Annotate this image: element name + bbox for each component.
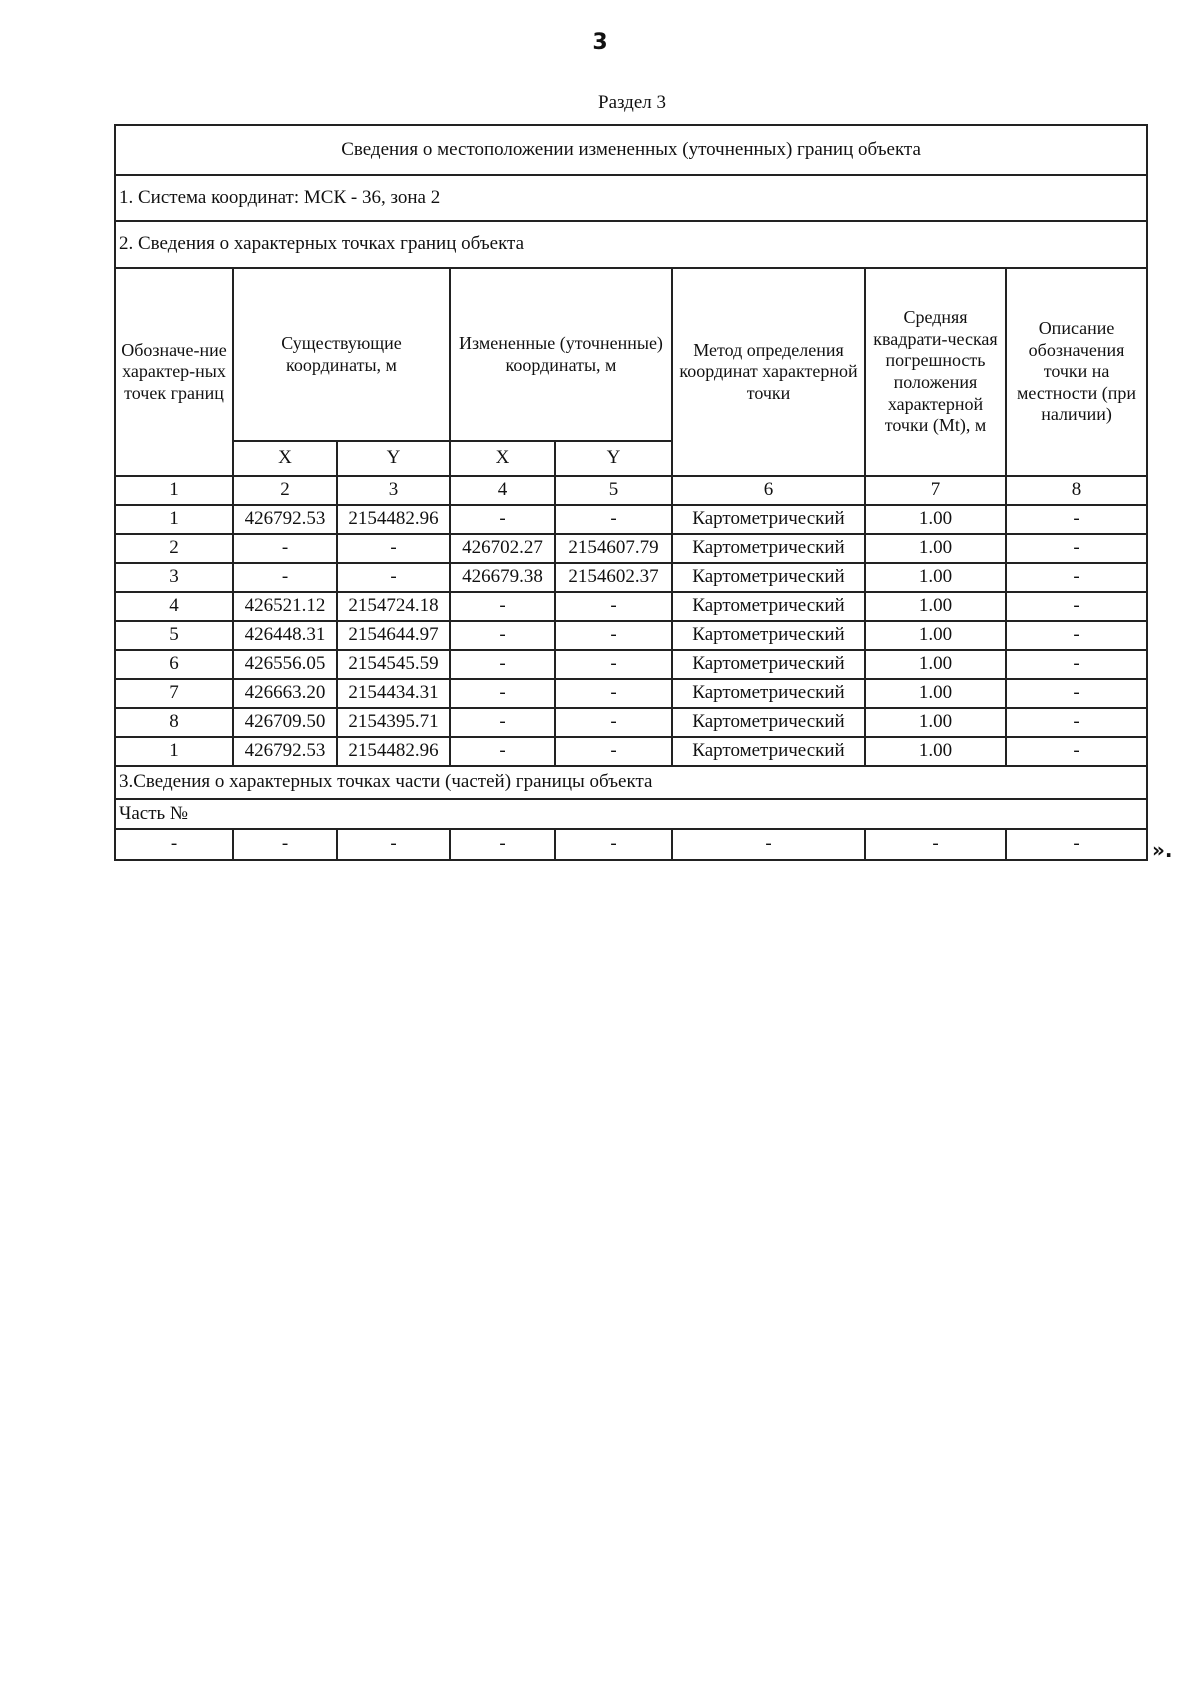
table-title: Сведения о местоположении измененных (уточненных) границ объекта: [115, 125, 1147, 175]
method: Картометрический: [672, 563, 865, 592]
changed-x: -: [450, 592, 555, 621]
column-number: 3: [337, 476, 450, 505]
changed-y: 2154602.37: [555, 563, 672, 592]
column-number: 1: [115, 476, 233, 505]
description: -: [1006, 505, 1147, 534]
part-number-label: Часть №: [115, 799, 1147, 829]
table-row: [115, 621, 1147, 650]
method: Картометрический: [672, 679, 865, 708]
header-description: Описание обозначения точки на местности (при наличии): [1006, 268, 1147, 476]
accuracy: 1.00: [865, 592, 1006, 621]
table-row: [115, 708, 1147, 737]
table-row: [115, 737, 1147, 766]
table-row: [115, 563, 1147, 592]
existing-y: 2154724.18: [337, 592, 450, 621]
column-header-row: [115, 268, 1147, 441]
existing-y: -: [337, 534, 450, 563]
existing-x: -: [233, 534, 337, 563]
accuracy: 1.00: [865, 650, 1006, 679]
empty-cell: -: [672, 829, 865, 860]
accuracy: 1.00: [865, 563, 1006, 592]
changed-x: -: [450, 737, 555, 766]
description: -: [1006, 737, 1147, 766]
points-header: 2. Сведения о характерных точках границ объекта: [115, 221, 1147, 268]
changed-y: -: [555, 650, 672, 679]
changed-x: -: [450, 650, 555, 679]
existing-y: 2154482.96: [337, 737, 450, 766]
page-number: 3: [592, 30, 608, 55]
table-row: [115, 592, 1147, 621]
column-number: 6: [672, 476, 865, 505]
existing-y: 2154545.59: [337, 650, 450, 679]
point-number: 5: [115, 621, 233, 650]
point-number: 4: [115, 592, 233, 621]
empty-cell: -: [1006, 829, 1147, 860]
point-number: 8: [115, 708, 233, 737]
point-number: 6: [115, 650, 233, 679]
header-existing-y: Y: [337, 441, 450, 476]
method: Картометрический: [672, 592, 865, 621]
description: -: [1006, 708, 1147, 737]
existing-x: 426448.31: [233, 621, 337, 650]
point-number: 2: [115, 534, 233, 563]
method: Картометрический: [672, 708, 865, 737]
description: -: [1006, 592, 1147, 621]
changed-x: 426702.27: [450, 534, 555, 563]
changed-y: -: [555, 621, 672, 650]
changed-y: -: [555, 708, 672, 737]
existing-x: 426663.20: [233, 679, 337, 708]
existing-y: 2154644.97: [337, 621, 450, 650]
existing-y: -: [337, 563, 450, 592]
column-number-row: [115, 476, 1147, 505]
table-row: [115, 505, 1147, 534]
method: Картометрический: [672, 621, 865, 650]
changed-x: -: [450, 505, 555, 534]
table-title-row: [115, 125, 1147, 175]
header-accuracy: Средняя квадрати-ческая погрешность положения характерной точки (Mt), м: [865, 268, 1006, 476]
changed-x: -: [450, 621, 555, 650]
coordinate-system-row: [115, 175, 1147, 221]
method: Картометрический: [672, 534, 865, 563]
point-number: 3: [115, 563, 233, 592]
header-method: Метод определения координат характерной точки: [672, 268, 865, 476]
changed-y: -: [555, 679, 672, 708]
column-number: 2: [233, 476, 337, 505]
empty-cell: -: [337, 829, 450, 860]
table-row: [115, 650, 1147, 679]
closing-quote-mark: ».: [1152, 838, 1173, 862]
empty-cell: -: [450, 829, 555, 860]
header-designation: Обозначе-ние характер-ных точек границ: [115, 268, 233, 476]
table-row: [115, 829, 1147, 860]
existing-y: 2154395.71: [337, 708, 450, 737]
changed-x: -: [450, 708, 555, 737]
changed-y: 2154607.79: [555, 534, 672, 563]
points-header-row: [115, 221, 1147, 268]
description: -: [1006, 534, 1147, 563]
header-existing-coords: Существующие координаты, м: [233, 268, 450, 441]
changed-x: -: [450, 679, 555, 708]
header-existing-x: X: [233, 441, 337, 476]
empty-cell: -: [865, 829, 1006, 860]
existing-x: 426792.53: [233, 737, 337, 766]
description: -: [1006, 563, 1147, 592]
changed-y: -: [555, 737, 672, 766]
column-number: 4: [450, 476, 555, 505]
accuracy: 1.00: [865, 534, 1006, 563]
existing-x: 426521.12: [233, 592, 337, 621]
part-number-row: [115, 799, 1147, 829]
point-number: 7: [115, 679, 233, 708]
description: -: [1006, 679, 1147, 708]
description: -: [1006, 621, 1147, 650]
accuracy: 1.00: [865, 737, 1006, 766]
empty-cell: -: [115, 829, 233, 860]
header-changed-x: X: [450, 441, 555, 476]
accuracy: 1.00: [865, 708, 1006, 737]
table-row: [115, 679, 1147, 708]
parts-header-row: [115, 766, 1147, 799]
point-number: 1: [115, 505, 233, 534]
empty-cell: -: [233, 829, 337, 860]
existing-y: 2154482.96: [337, 505, 450, 534]
section-label: Раздел 3: [598, 92, 666, 113]
existing-x: -: [233, 563, 337, 592]
header-changed-y: Y: [555, 441, 672, 476]
existing-x: 426556.05: [233, 650, 337, 679]
method: Картометрический: [672, 737, 865, 766]
changed-x: 426679.38: [450, 563, 555, 592]
method: Картометрический: [672, 505, 865, 534]
header-changed-coords: Измененные (уточненные) координаты, м: [450, 268, 672, 441]
accuracy: 1.00: [865, 621, 1006, 650]
existing-x: 426792.53: [233, 505, 337, 534]
empty-cell: -: [555, 829, 672, 860]
boundary-points-table: [114, 124, 1148, 861]
accuracy: 1.00: [865, 505, 1006, 534]
coordinate-system: 1. Система координат: МСК - 36, зона 2: [115, 175, 1147, 221]
point-number: 1: [115, 737, 233, 766]
changed-y: -: [555, 505, 672, 534]
existing-y: 2154434.31: [337, 679, 450, 708]
column-number: 7: [865, 476, 1006, 505]
method: Картометрический: [672, 650, 865, 679]
changed-y: -: [555, 592, 672, 621]
table-row: [115, 534, 1147, 563]
column-number: 8: [1006, 476, 1147, 505]
description: -: [1006, 650, 1147, 679]
parts-header: 3.Сведения о характерных точках части (частей) границы объекта: [115, 766, 1147, 799]
existing-x: 426709.50: [233, 708, 337, 737]
accuracy: 1.00: [865, 679, 1006, 708]
column-number: 5: [555, 476, 672, 505]
